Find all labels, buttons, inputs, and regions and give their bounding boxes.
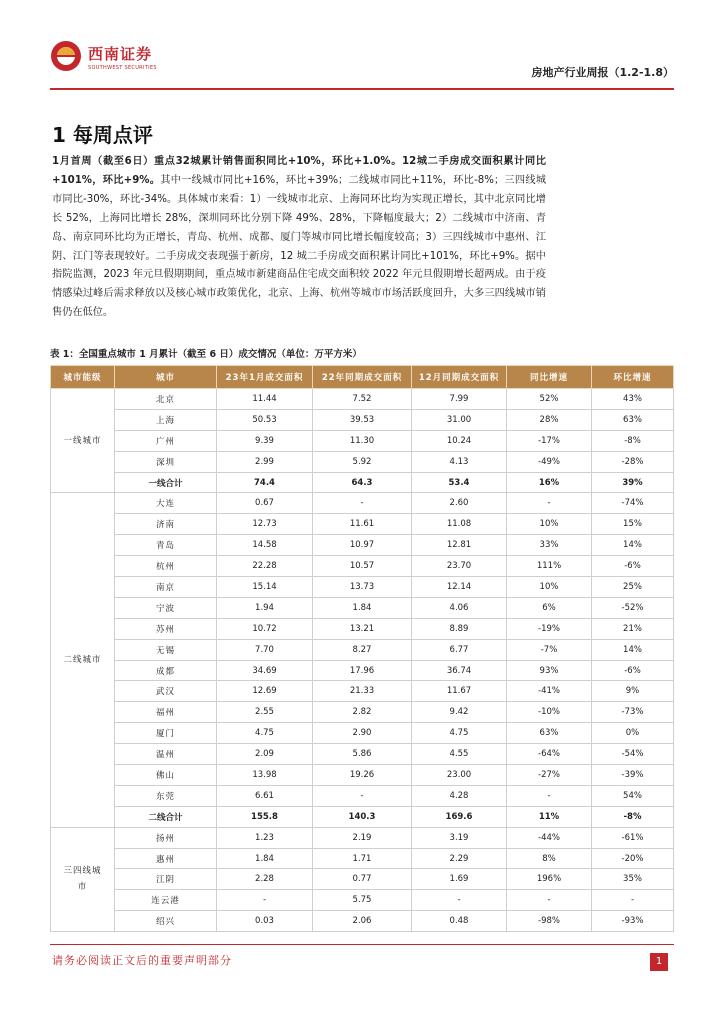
city-name-cell: 无锡 [115,639,217,660]
table-cell: 5.75 [313,890,412,911]
table-cell: 1.71 [313,848,412,869]
page-number: 1 [650,953,668,971]
table-row [51,890,674,911]
table-cell: 11.08 [412,514,507,535]
table-cell: -73% [592,702,674,723]
table-header-cell: 12月同期成交面积 [412,366,507,389]
subtotal-cell: 140.3 [313,806,412,827]
city-name-cell: 大连 [115,493,217,514]
city-name-cell: 北京 [115,389,217,410]
table-cell: -52% [592,597,674,618]
table-cell: 12.69 [217,681,313,702]
city-transaction-table [50,365,674,932]
table-row [51,723,674,744]
table-row [51,409,674,430]
table-cell: 33% [507,535,592,556]
tier-label-cell: 二线城市 [51,493,115,827]
table-cell: 63% [507,723,592,744]
city-name-cell: 南京 [115,577,217,598]
table-cell: 13.73 [313,577,412,598]
city-name-cell: 杭州 [115,556,217,577]
table-cell: 43% [592,389,674,410]
table-row [51,514,674,535]
table-cell: 17.96 [313,660,412,681]
page-header [50,40,674,88]
table-cell: -8% [592,430,674,451]
table-row [51,911,674,932]
table-header-cell: 同比增速 [507,366,592,389]
table-row [51,389,674,410]
summary-body: 其中一线城市同比+16%，环比+39%；二线城市同比+11%，环比-8%；三四线城市同比-30%，环比-34%。具体城市来看：1）一线城市北京、上海同环比均为实现正增长，其中北京同比增长 52%，上海同比增长 28%，深圳同环比分别下降 49%、28%，下降幅度最大；2）二线城市中济南、青岛、南京同环比均为正增长，青岛、杭州、成都、厦门等城市同比增长幅度较高；3）三四线城市中惠州、江阴、江门等表现较好。二手房成交表现强于新房，12 城二手房成交面积累计同比+101%，环比+9%。据中指院监测，2023 年元旦假期期间，重点城市新建商品住宅成交面积较 2022 年元旦假期增长超两成。由于疫情感染过峰后需求释放以及核心城市政策优化，北京、上海、杭州等城市市场活跃度回升，大多三四线城市销售仍在低位。 [52,174,547,319]
tier-label-cell: 一线城市 [51,389,115,493]
table-cell: 2.19 [313,827,412,848]
table-cell: 14% [592,639,674,660]
logo-subtext: SOUTHWEST SECURITIES [88,65,157,71]
city-name-cell: 苏州 [115,618,217,639]
table-cell: 2.82 [313,702,412,723]
table-cell: 0.03 [217,911,313,932]
table-cell: 4.75 [217,723,313,744]
table-cell: 8.27 [313,639,412,660]
header-divider [50,88,674,90]
table-cell: 2.29 [412,848,507,869]
table-cell: 1.94 [217,597,313,618]
table-cell: -27% [507,765,592,786]
disclaimer-note: 请务必阅读正文后的重要声明部分 [52,954,232,967]
table-row [51,493,674,514]
table-cell: 4.28 [412,785,507,806]
table-cell: 21% [592,618,674,639]
table-cell: 50.53 [217,409,313,430]
city-name-cell: 江阴 [115,869,217,890]
table-cell: -6% [592,660,674,681]
table-cell: -74% [592,493,674,514]
table-cell: -20% [592,848,674,869]
table-cell: 13.98 [217,765,313,786]
table-caption: 表 1：全国重点城市 1 月累计（截至 6 日）成交情况（单位：万平方米） [50,349,362,360]
table-row [51,618,674,639]
summary-paragraph [52,153,546,323]
table-cell: -93% [592,911,674,932]
subtotal-cell: 39% [592,472,674,493]
table-cell: -54% [592,744,674,765]
table-cell: 13.21 [313,618,412,639]
table-cell: 2.06 [313,911,412,932]
city-name-cell: 广州 [115,430,217,451]
tier-label-cell: 三四线城市 [51,827,115,931]
table-cell: 2.90 [313,723,412,744]
table-cell: 2.99 [217,451,313,472]
table-row [51,451,674,472]
table-cell: 5.92 [313,451,412,472]
table-cell: 52% [507,389,592,410]
table-cell: 1.69 [412,869,507,890]
table-cell: -44% [507,827,592,848]
table-row [51,827,674,848]
subtotal-cell: 169.6 [412,806,507,827]
table-row [51,785,674,806]
table-row [51,430,674,451]
table-cell: 10.24 [412,430,507,451]
table-cell: 2.09 [217,744,313,765]
table-cell: 11.30 [313,430,412,451]
table-cell: 7.52 [313,389,412,410]
table-cell: -19% [507,618,592,639]
table-header-cell: 城市 [115,366,217,389]
table-cell: - [507,493,592,514]
table-header-cell: 23年1月成交面积 [217,366,313,389]
subtotal-cell: -8% [592,806,674,827]
footer-divider [50,944,674,945]
table-cell: -7% [507,639,592,660]
table-cell: - [507,890,592,911]
table-cell: 25% [592,577,674,598]
table-cell: 23.70 [412,556,507,577]
table-row [51,702,674,723]
table-cell: 10.57 [313,556,412,577]
table-row [51,639,674,660]
table-cell: 2.60 [412,493,507,514]
table-cell: 4.13 [412,451,507,472]
table-cell: 0% [592,723,674,744]
table-cell: -17% [507,430,592,451]
table-cell: - [313,785,412,806]
city-name-cell: 佛山 [115,765,217,786]
table-cell: 111% [507,556,592,577]
table-cell: 2.28 [217,869,313,890]
summary-lead: 1月首周（截至6日）重点32城累计销售面积同比+10%，环比+1.0%。12城二手房成交面积累计同比+101%，环比+9%。 [52,156,546,186]
table-cell: -64% [507,744,592,765]
table-cell: -6% [592,556,674,577]
table-cell: -49% [507,451,592,472]
table-cell: -28% [592,451,674,472]
table-cell: 15.14 [217,577,313,598]
subtotal-row [51,806,674,827]
section-heading: 1 每周点评 [52,123,153,147]
table-header-cell: 城市能级 [51,366,115,389]
table-row [51,577,674,598]
subtotal-label-cell: 二线合计 [115,806,217,827]
table-cell: 1.84 [217,848,313,869]
city-name-cell: 绍兴 [115,911,217,932]
logo-text: 西南证券 [88,45,153,63]
city-name-cell: 上海 [115,409,217,430]
table-cell: 15% [592,514,674,535]
table-cell: 28% [507,409,592,430]
table-cell: 10% [507,577,592,598]
table-cell: 7.70 [217,639,313,660]
city-name-cell: 宁波 [115,597,217,618]
table-header-row [51,366,674,389]
table-cell: 14.58 [217,535,313,556]
table-cell: 63% [592,409,674,430]
company-logo-icon [50,40,82,72]
table-cell: 0.48 [412,911,507,932]
table-cell: 9.39 [217,430,313,451]
table-cell: 11.61 [313,514,412,535]
table-cell: 1.23 [217,827,313,848]
table-cell: 12.14 [412,577,507,598]
subtotal-cell: 16% [507,472,592,493]
table-cell: - [313,493,412,514]
table-cell: 9% [592,681,674,702]
table-cell: - [507,785,592,806]
table-header-cell: 环比增速 [592,366,674,389]
table-cell: 8.89 [412,618,507,639]
table-cell: 11.67 [412,681,507,702]
city-name-cell: 东莞 [115,785,217,806]
city-name-cell: 福州 [115,702,217,723]
table-row [51,597,674,618]
table-cell: 12.81 [412,535,507,556]
table-cell: -61% [592,827,674,848]
city-name-cell: 青岛 [115,535,217,556]
report-title: 房地产行业周报（1.2-1.8） [531,66,674,79]
table-cell: 4.75 [412,723,507,744]
table-cell: - [217,890,313,911]
subtotal-cell: 64.3 [313,472,412,493]
table-cell: 14% [592,535,674,556]
table-cell: 2.55 [217,702,313,723]
subtotal-cell: 53.4 [412,472,507,493]
table-cell: 5.86 [313,744,412,765]
table-cell: 6.61 [217,785,313,806]
subtotal-cell: 155.8 [217,806,313,827]
table-cell: 22.28 [217,556,313,577]
table-cell: 10.97 [313,535,412,556]
city-name-cell: 连云港 [115,890,217,911]
city-name-cell: 深圳 [115,451,217,472]
table-cell: 6.77 [412,639,507,660]
table-cell: 0.77 [313,869,412,890]
table-cell: -41% [507,681,592,702]
city-name-cell: 惠州 [115,848,217,869]
table-cell: 3.19 [412,827,507,848]
table-cell: 10% [507,514,592,535]
table-cell: -98% [507,911,592,932]
city-name-cell: 成都 [115,660,217,681]
table-cell: 31.00 [412,409,507,430]
table-cell: 34.69 [217,660,313,681]
table-row [51,848,674,869]
table-row [51,744,674,765]
table-row [51,765,674,786]
subtotal-cell: 74.4 [217,472,313,493]
table-row [51,535,674,556]
city-name-cell: 厦门 [115,723,217,744]
table-cell: 4.06 [412,597,507,618]
table-cell: 10.72 [217,618,313,639]
table-cell: 11.44 [217,389,313,410]
table-cell: 36.74 [412,660,507,681]
subtotal-cell: 11% [507,806,592,827]
table-cell: 93% [507,660,592,681]
subtotal-label-cell: 一线合计 [115,472,217,493]
table-cell: 1.84 [313,597,412,618]
table-cell: -10% [507,702,592,723]
city-name-cell: 武汉 [115,681,217,702]
city-name-cell: 扬州 [115,827,217,848]
table-cell: - [412,890,507,911]
table-cell: 39.53 [313,409,412,430]
table-cell: 8% [507,848,592,869]
table-row [51,681,674,702]
table-cell: 196% [507,869,592,890]
table-cell: 9.42 [412,702,507,723]
table-header-cell: 22年同期成交面积 [313,366,412,389]
table-row [51,556,674,577]
table-cell: -39% [592,765,674,786]
table-cell: 21.33 [313,681,412,702]
table-cell: 4.55 [412,744,507,765]
subtotal-row [51,472,674,493]
table-cell: 0.67 [217,493,313,514]
table-cell: - [592,890,674,911]
city-name-cell: 济南 [115,514,217,535]
table-row [51,660,674,681]
table-cell: 19.26 [313,765,412,786]
table-cell: 54% [592,785,674,806]
table-cell: 23.00 [412,765,507,786]
table-cell: 7.99 [412,389,507,410]
table-row [51,869,674,890]
table-cell: 12.73 [217,514,313,535]
table-cell: 35% [592,869,674,890]
table-cell: 6% [507,597,592,618]
city-name-cell: 温州 [115,744,217,765]
